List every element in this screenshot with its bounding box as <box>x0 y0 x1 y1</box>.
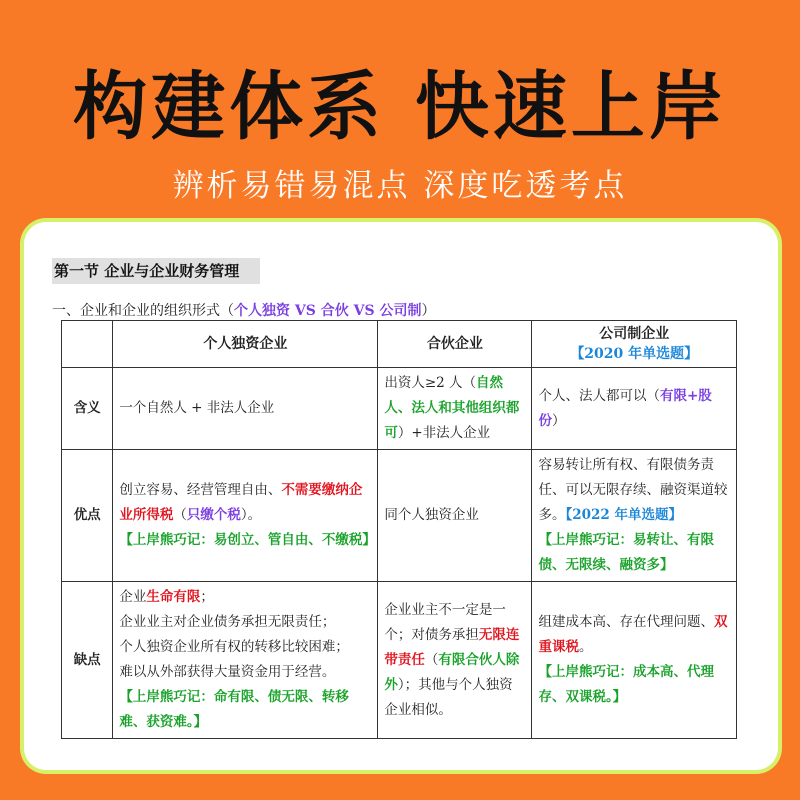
cell-corp-meaning <box>532 368 737 450</box>
subhead-prefix: 一、企业和企业的组织形式（ <box>52 303 234 319</box>
cell-corp-advantages <box>532 450 737 582</box>
text: ）。 <box>240 507 262 523</box>
header-sole-proprietorship: 个人独资企业 <box>113 321 378 368</box>
text: 难以从外部获得大量资金用于经营。 <box>119 664 336 680</box>
row-label-meaning: 含义 <box>62 368 113 450</box>
header-corporation <box>532 321 737 368</box>
text: ）；其他与个人独资企业相似。 <box>384 676 513 718</box>
text: 个人、法人都可以（ <box>538 387 660 404</box>
text: 创立容易、经营管理自由、 <box>119 482 282 498</box>
header-corporation-tag: 【2020 年单选题】 <box>570 346 699 362</box>
cell-sole-disadvantages <box>113 582 378 739</box>
text: 企业 <box>119 589 147 605</box>
text-highlight: 自然人、法人和其他组织都可 <box>384 375 520 441</box>
text: 容易转让所有权、有限债务责任、可以无限存续、融资渠道较多。 <box>538 457 728 523</box>
text: ）+非法人企业 <box>397 425 491 441</box>
document-card <box>24 222 778 770</box>
cell-partner-advantages: 同个人独资企业 <box>378 450 532 582</box>
table-row <box>62 450 737 582</box>
text: 。 <box>578 639 593 655</box>
cell-sole-advantages <box>113 450 378 582</box>
cell-partner-disadvantages <box>378 582 532 739</box>
exam-tag: 【2022 年单选题】 <box>565 507 682 523</box>
text: ； <box>200 589 214 605</box>
text: 企业业主对企业债务承担无限责任； <box>119 614 336 630</box>
headline-title: 构建体系 快速上岸 <box>73 64 727 150</box>
memory-tip: 【上岸熊巧记：易创立、管自由、不缴税】 <box>119 532 376 548</box>
memory-tip: 【上岸熊巧记：成本高、代理存、双课税。】 <box>538 664 714 705</box>
text: 个人独资企业所有权的转移比较困难； <box>119 639 349 655</box>
cell-corp-disadvantages <box>532 582 737 739</box>
text: （ <box>424 651 439 668</box>
text: （ <box>173 507 187 523</box>
memory-tip: 【上岸熊巧记：命有限、债无限、转移难、获资难。】 <box>119 689 349 730</box>
cell-sole-meaning: 一个自然人 + 非法人企业 <box>113 368 378 450</box>
header-corner-cell <box>62 321 113 368</box>
text-highlight: 有限合伙人除外 <box>384 651 520 693</box>
text: 出资人≥2 人（ <box>384 375 477 391</box>
section-title: 第一节 企业与企业财务管理 <box>52 258 260 284</box>
text: 企业业主不一定是一个；对债务承担 <box>384 601 506 643</box>
table-header-row <box>62 321 737 368</box>
comparison-table <box>61 320 737 739</box>
header-corporation-label: 公司制企业 <box>599 326 670 342</box>
table-row <box>62 368 737 450</box>
text: ） <box>551 412 566 429</box>
row-label-disadvantages: 缺点 <box>62 582 113 739</box>
cell-partner-meaning <box>378 368 532 450</box>
subsection-heading <box>52 300 435 320</box>
text-highlight: 有限+股份 <box>538 387 712 429</box>
text-highlight: 生命有限 <box>146 589 201 605</box>
text-highlight: 双重课税 <box>538 614 728 655</box>
subhead-suffix: ） <box>421 303 436 319</box>
memory-tip: 【上岸熊巧记：易转让、有限债、无限续、融资多】 <box>538 532 714 573</box>
text-highlight: 不需要缴纳企业所得税 <box>119 482 363 523</box>
subhead-highlight: 个人独资 VS 合伙 VS 公司制 <box>234 303 422 319</box>
row-label-advantages: 优点 <box>62 450 113 582</box>
text-highlight: 只缴个税 <box>186 507 241 523</box>
table-row <box>62 582 737 739</box>
headline-subtitle: 辨析易错易混点 深度吃透考点 <box>172 168 628 204</box>
text: 组建成本高、存在代理问题、 <box>538 614 714 630</box>
text-highlight: 无限连带责任 <box>384 626 520 668</box>
header-partnership: 合伙企业 <box>378 321 532 368</box>
